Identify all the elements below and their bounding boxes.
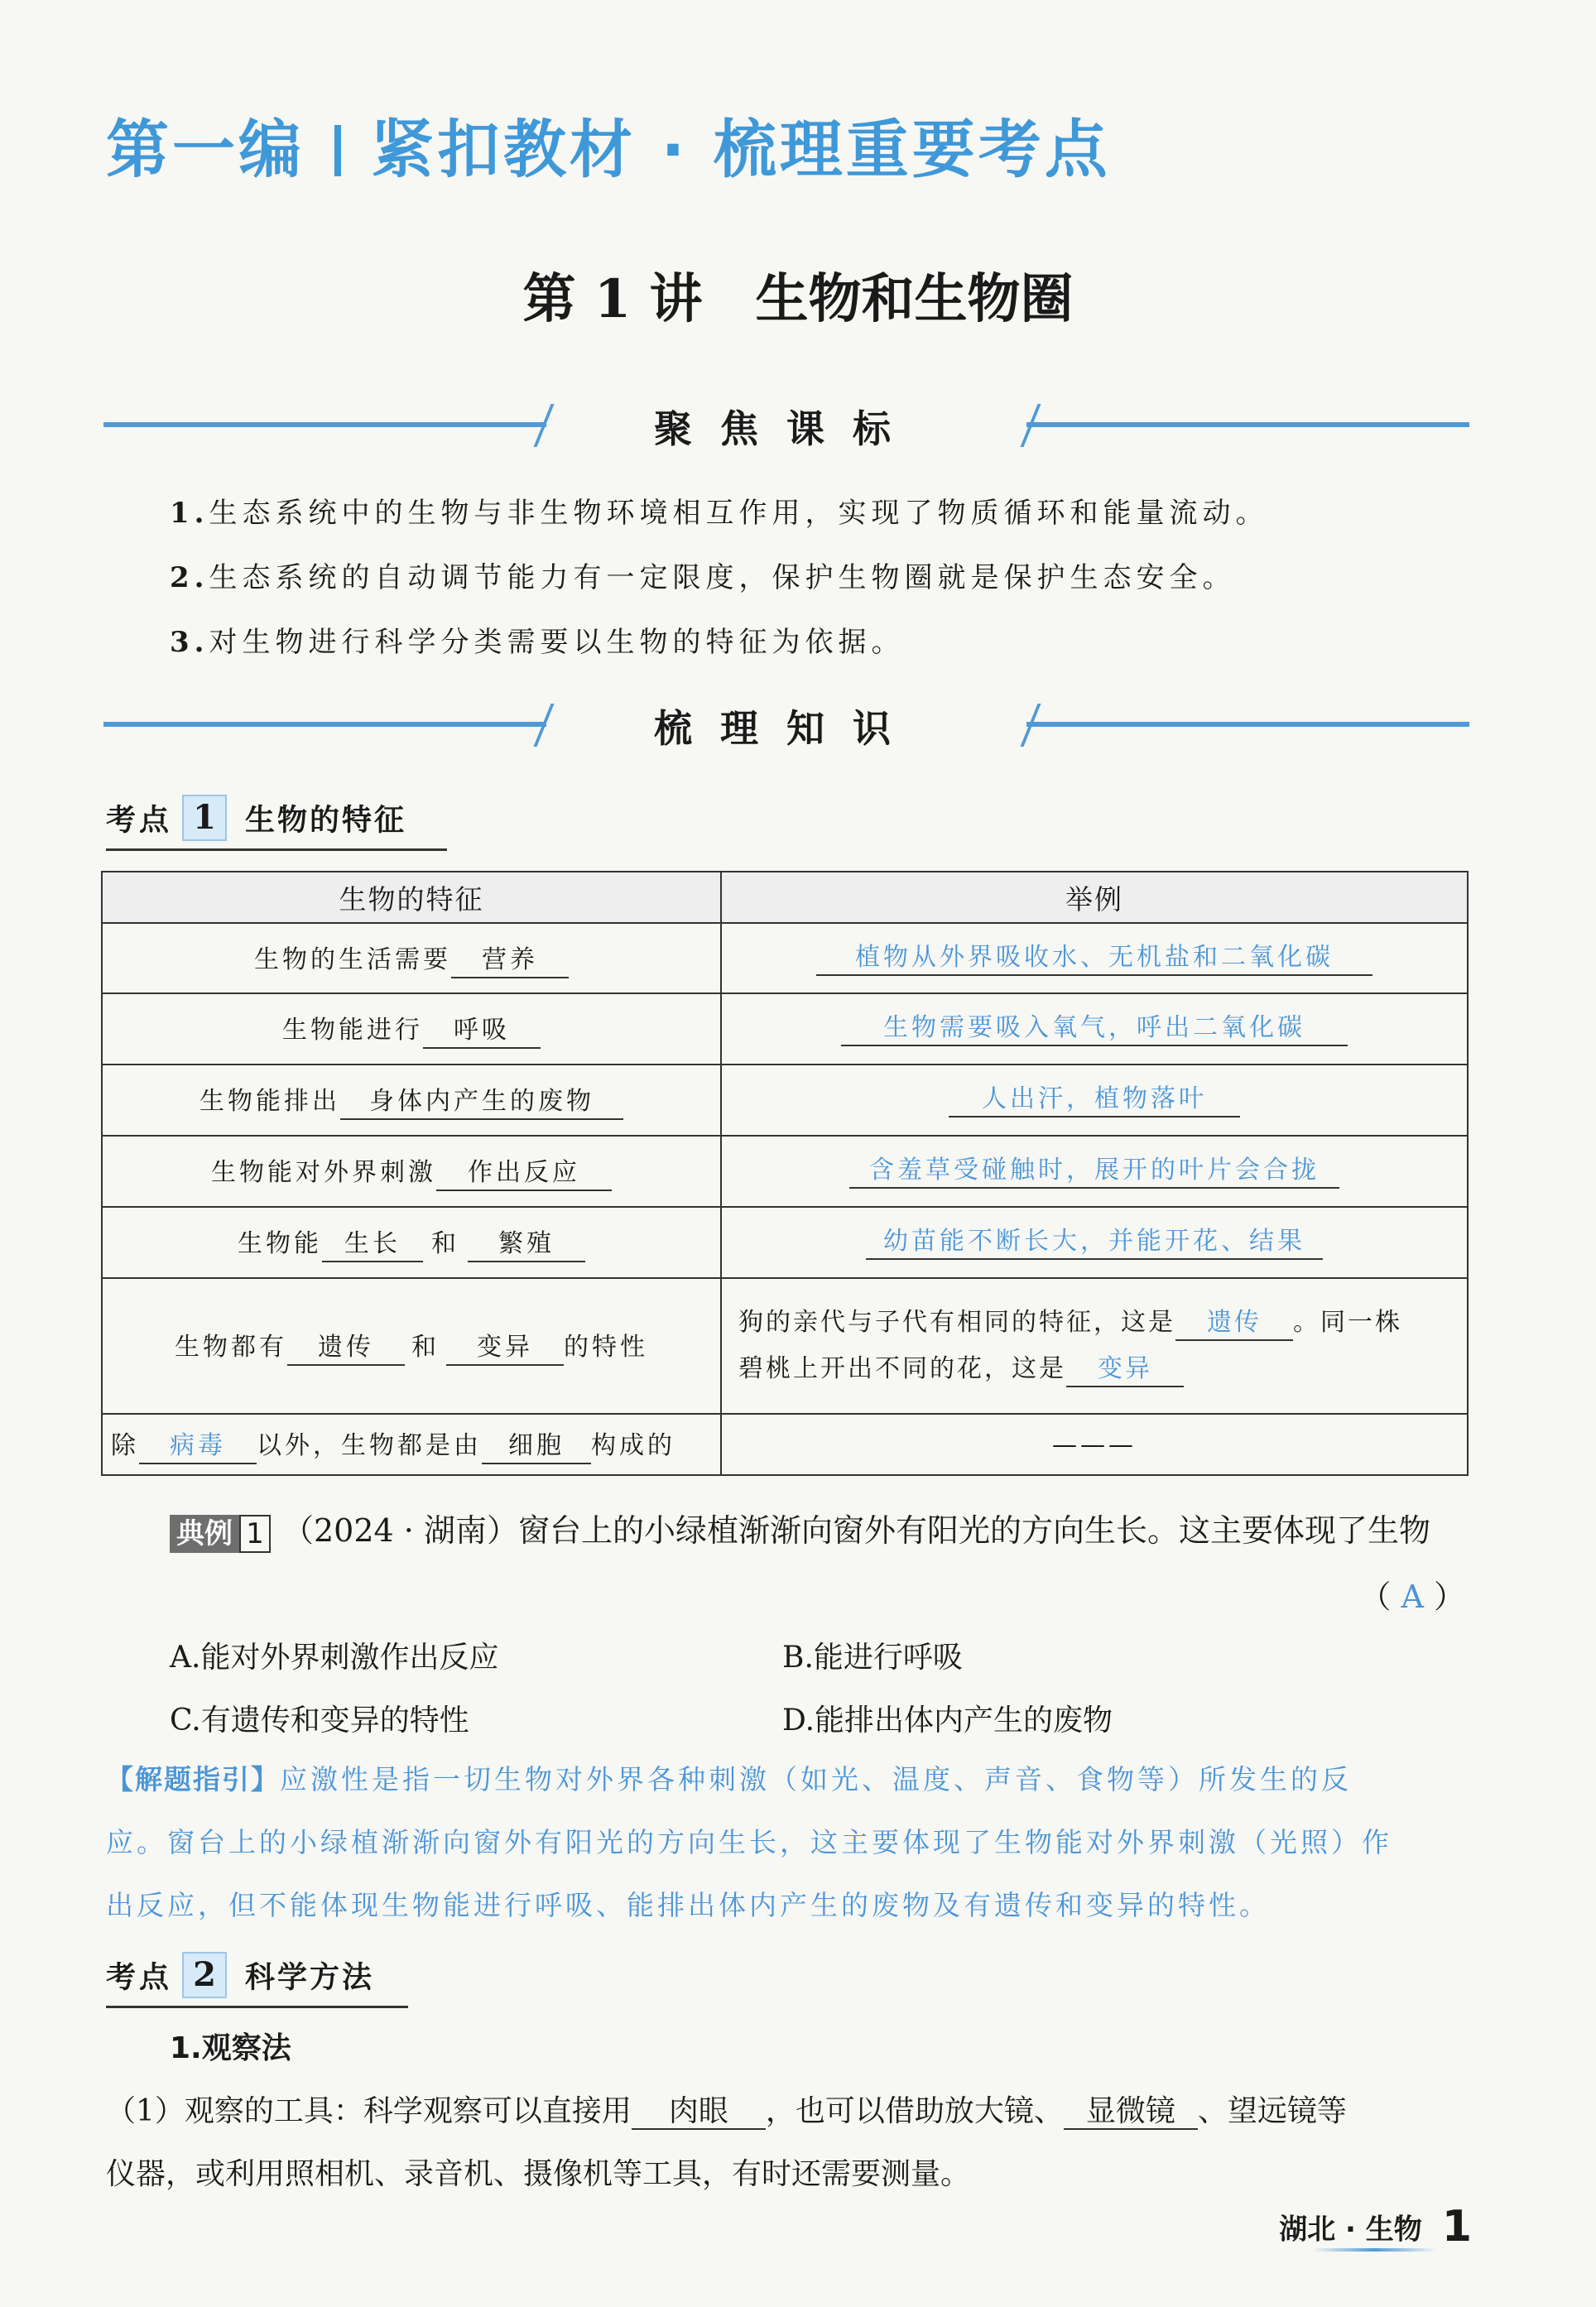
answer-blank: 幼苗能不断长大，并能开花、结果 [866,1225,1323,1260]
option-b: B.能进行呼吸 [782,1641,963,1675]
answer-blank: 生物需要吸入氧气，呼出二氧化碳 [841,1012,1348,1046]
fill-blank: 变异 [446,1331,564,1366]
fill-blank: 肉眼 [632,2095,766,2130]
method-line: （1）观察的工具：科学观察可以直接用 肉眼 ，也可以借助放大镜、 显微镜 、望远镜等 [106,2094,1347,2128]
example-number: 1 [239,1515,271,1553]
page-number: 1 [1441,2202,1472,2252]
lecture-title [0,257,1596,333]
answer-value: A [1401,1579,1424,1615]
kaodian-heading: 考点 2 科学方法 [106,1952,374,2002]
table-header-row [102,872,1468,923]
fill-blank: 营养 [451,944,569,978]
option-c: C.有遗传和变异的特性 [170,1704,469,1737]
part-banner [106,99,1111,190]
kaodian-heading: 考点 1 生物的特征 [106,795,406,844]
answer-blank: 人出汗，植物落叶 [949,1083,1240,1117]
footer-label: 湖北 · 生物 [1279,2213,1422,2247]
table-row: 生物能对外界刺激 作出反应 含羞草受碰触时，展开的叶片会合拢 [102,1136,1468,1207]
banner-separator [334,125,341,176]
features-table [101,871,1469,1476]
option-d: D.能排出体内产生的废物 [782,1704,1113,1737]
fill-blank: 病毒 [139,1430,257,1464]
fill-blank: 细胞 [482,1430,591,1464]
lecture-number: 第 1 讲 [522,268,703,330]
method-heading: 1.观察法 [170,2031,291,2065]
option-a: A.能对外界刺激作出反应 [170,1641,499,1675]
part-label: 第一编 [106,113,305,186]
fill-blank: 呼吸 [423,1014,541,1049]
fill-blank: 身体内产生的废物 [340,1085,623,1120]
fill-blank: 作出反应 [436,1156,612,1191]
example-question: 典例 1 （2024 · 湖南）窗台上的小绿植渐渐向窗外有阳光的方向生长。这主要体现了生物 [170,1505,1430,1553]
answer-blank: 变异 [1066,1353,1184,1387]
answer-blank: 遗传 [1175,1306,1293,1341]
table-row: 生物能进行 呼吸 生物需要吸入氧气，呼出二氧化碳 [102,993,1468,1065]
table-row: 生物的生活需要 营养 植物从外界吸收水、无机盐和二氧化碳 [102,923,1468,993]
hint-title: 【解题指引】 [106,1763,280,1795]
answer-blank: 植物从外界吸收水、无机盐和二氧化碳 [816,941,1372,976]
section-title: 聚焦课标 [654,406,919,451]
empty-cell: ——— [721,1414,1468,1475]
column-header: 举例 [721,872,1468,923]
column-header: 生物的特征 [102,872,721,923]
example-tag: 典例 [170,1515,239,1553]
lecture-name: 生物和生物圈 [755,268,1074,330]
table-row: 生物能 生长 和 繁殖 幼苗能不断长大，并能开花、结果 [102,1207,1468,1278]
method-line: 仪器，或利用照相机、录音机、摄像机等工具，有时还需要测量。 [106,2157,971,2191]
page-footer [1279,2202,1472,2252]
part-title: 紧扣教材 · 梳理重要考点 [371,113,1111,186]
standard-item: 3.对生物进行科学分类需要以生物的特征为依据。 [170,626,905,659]
standard-item: 1.生态系统中的生物与非生物环境相互作用，实现了物质循环和能量流动。 [170,497,1269,530]
answer-bracket: （ A ） [1359,1579,1465,1615]
table-row: 除 病毒 以外，生物都是由 细胞 构成的 ——— [102,1414,1468,1475]
section-title: 梳理知识 [654,706,919,751]
section-divider-standards [103,397,1469,455]
solution-hint: 【解题指引】应激性是指一切生物对外界各种刺激（如光、温度、声音、食物等）所发生的反 应。窗台上的小绿植渐渐向窗外有阳光的方向生长，这主要体现了生物能对外界刺激（光照）作 出反应，但不能体现生物能进行呼吸、能排出体内产生的废物及有遗传和变异的特性。 [106,1763,1392,1921]
table-row: 生物都有 遗传 和 变异 的特性 狗的亲代与子代有相同的特征，这是 遗传 。同一株 碧桃上开出不同的花，这是 变异 [102,1278,1468,1414]
fill-blank: 显微镜 [1064,2095,1198,2130]
standard-item: 2.生态系统的自动调节能力有一定限度，保护生物圈就是保护生态安全。 [170,561,1236,594]
section-divider-knowledge [103,697,1469,755]
answer-blank: 含羞草受碰触时，展开的叶片会合拢 [849,1154,1339,1189]
table-row: 生物能排出 身体内产生的废物 人出汗，植物落叶 [102,1065,1468,1136]
fill-blank: 遗传 [287,1331,405,1366]
fill-blank: 生长 [322,1228,423,1262]
fill-blank: 繁殖 [468,1228,585,1262]
